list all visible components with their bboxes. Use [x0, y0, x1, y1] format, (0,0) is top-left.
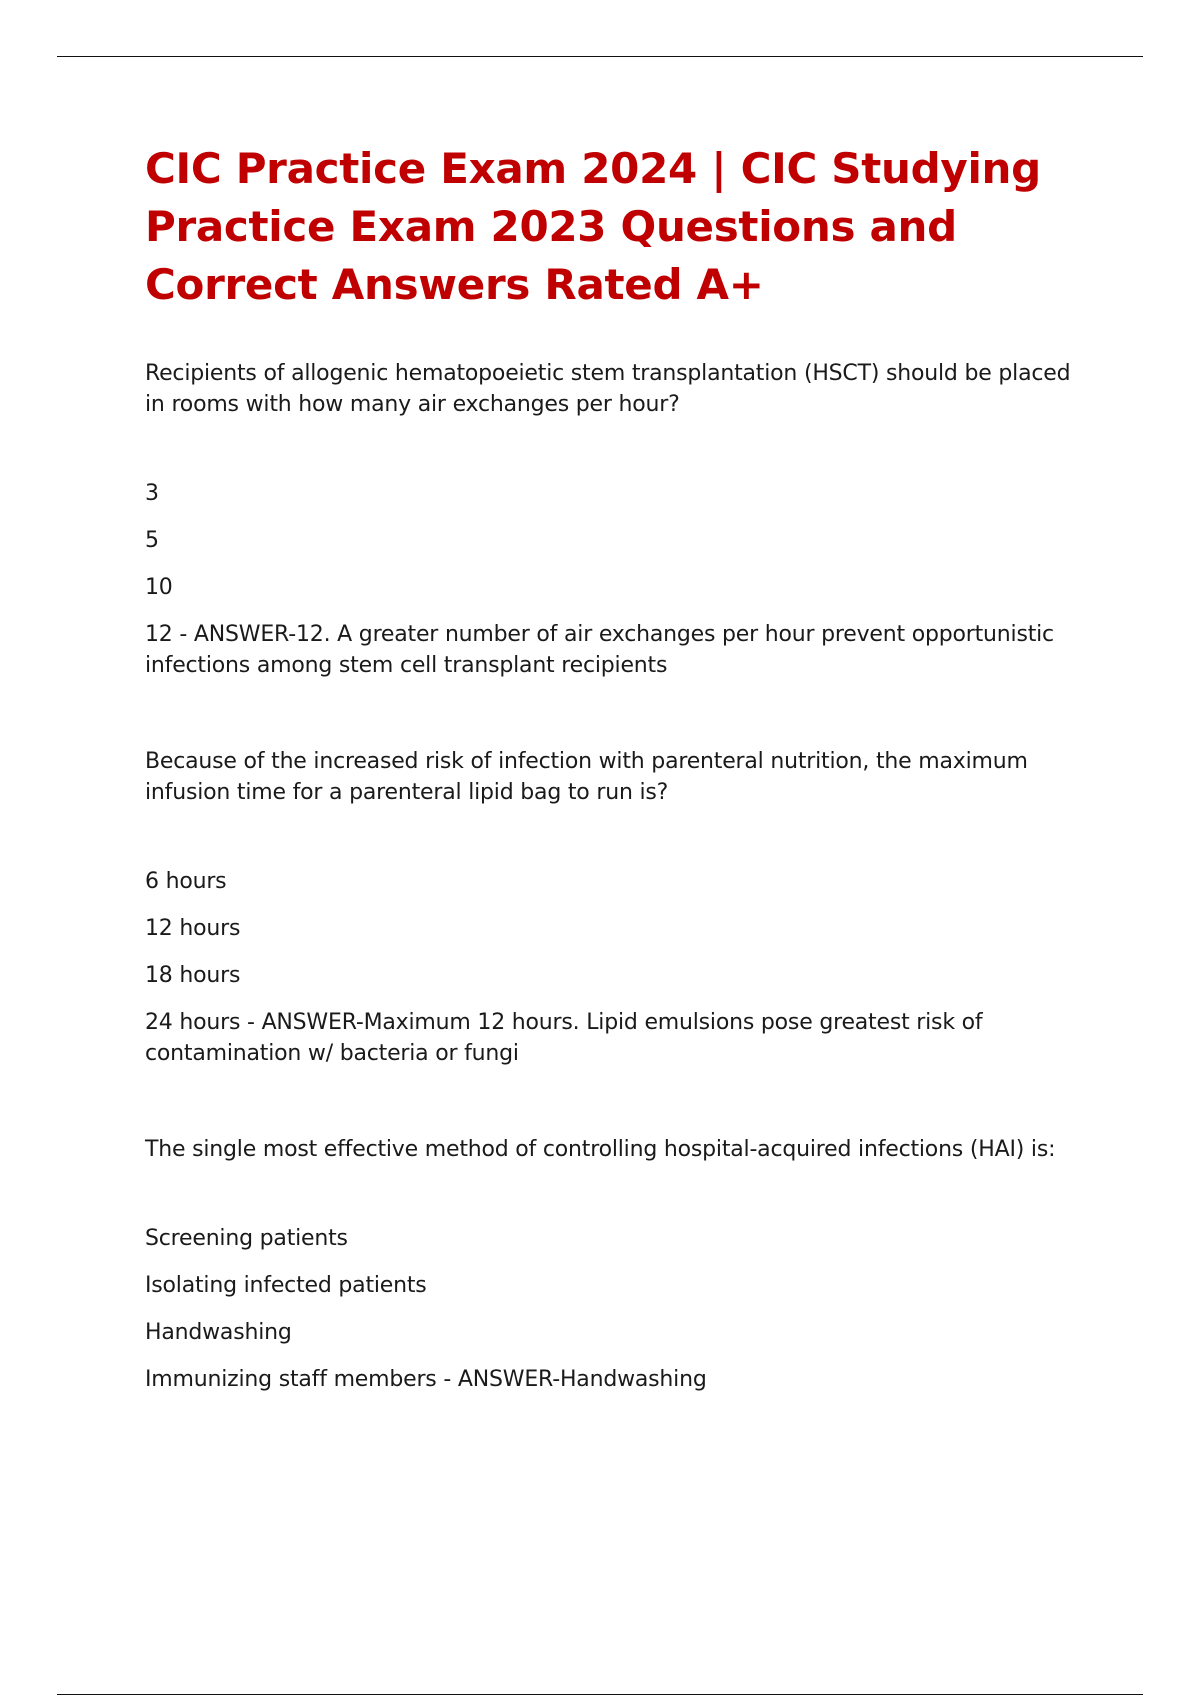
question-text: Because of the increased risk of infection with parenteral nutrition, the maximum infusion time for a parenteral lipid bag to run is?	[145, 749, 1028, 805]
option-item: Handwashing	[145, 1320, 292, 1345]
option-item: 5	[145, 528, 159, 553]
question-block	[145, 746, 1095, 1069]
top-rule	[57, 56, 1143, 57]
option-item-answer: Immunizing staff members - ANSWER-Handwashing	[145, 1367, 707, 1392]
option-item: 6 hours	[145, 869, 227, 894]
question-block	[145, 358, 1095, 681]
option-item: 18 hours	[145, 963, 241, 988]
option-item: Isolating infected patients	[145, 1273, 427, 1298]
option-item: 12 hours	[145, 916, 241, 941]
question-text: The single most effective method of controlling hospital-acquired infections (HAI) is:	[145, 1137, 1056, 1162]
option-item: 3	[145, 481, 159, 506]
bottom-rule	[57, 1694, 1143, 1695]
option-item: Screening patients	[145, 1226, 348, 1251]
question-text: Recipients of allogenic hematopoeietic stem transplantation (HSCT) should be placed in rooms with how many air exchanges per hour?	[145, 361, 1071, 417]
option-item: 10	[145, 575, 173, 600]
option-list	[145, 1223, 1095, 1395]
option-item-answer: 12 - ANSWER-12. A greater number of air exchanges per hour prevent opportunistic infections among stem cell transplant recipients	[145, 622, 1054, 678]
document-body	[145, 140, 1095, 1395]
document-title: CIC Practice Exam 2024 | CIC Studying Practice Exam 2023 Questions and Correct Answers Rated A+	[145, 144, 1041, 309]
option-list	[145, 866, 1095, 1069]
question-block	[145, 1134, 1095, 1395]
option-list	[145, 478, 1095, 681]
option-item-answer: 24 hours - ANSWER-Maximum 12 hours. Lipid emulsions pose greatest risk of contamination w/ bacteria or fungi	[145, 1010, 983, 1066]
